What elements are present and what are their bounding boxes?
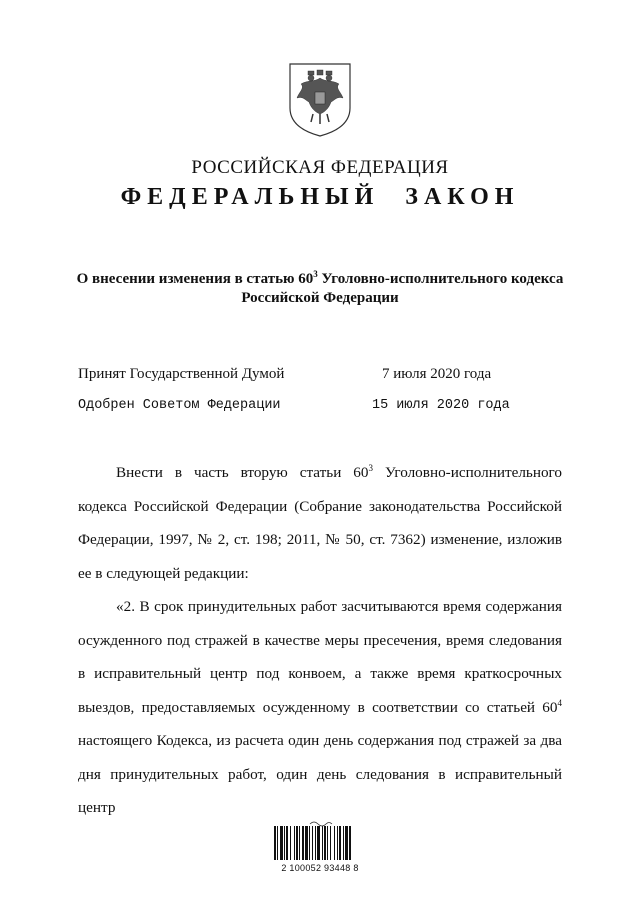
barcode-number: 2 100052 93448 8 — [281, 863, 359, 873]
body-text-span: Внести в часть вторую статьи 60 — [116, 464, 369, 481]
adoption-label: Принят Государственной Думой — [78, 366, 285, 382]
country-name: РОССИЙСКАЯ ФЕДЕРАЦИЯ — [191, 157, 449, 178]
body-text-span: настоящего Кодекса, из расчета один день содержания под стражей за два дня принудительных работ, один день следования в исправительный центр — [78, 732, 562, 816]
body-text-span: Уголовно-исполнительного кодекса Российской Федерации (Собрание законодательства Российской Федерации, 1997, № 2, ст. 198; 2011, № 50, ст. 7362) изменение, изложив ее в следующей редакции: — [78, 464, 562, 582]
adoption-date: 7 июля 2020 года — [382, 366, 492, 382]
law-type-heading: ФЕДЕРАЛЬНЫЙ ЗАКОН — [120, 184, 520, 210]
law-title-part2: Уголовно-исполнительного кодекса Российской Федерации — [241, 271, 564, 306]
law-title — [60, 270, 580, 308]
law-title-part1: О внесении изменения в статью 60 — [76, 271, 314, 287]
body-text-span: «2. В срок принудительных работ засчитываются время содержания осужденного под стражей в качестве меры пресечения, время следования в исправительный центр под конвоем, а также время краткосрочных выездов, предоставляемых осужденному в соответствии со статьей 60 — [78, 598, 562, 716]
body-superscript: 3 — [368, 462, 373, 473]
law-body — [78, 456, 562, 825]
adoption-date: 15 июля 2020 года — [372, 398, 510, 413]
body-paragraph-2 — [78, 590, 562, 825]
coat-of-arms-emblem — [287, 62, 353, 138]
barcode-stripes-icon — [270, 820, 370, 862]
law-title-superscript: 3 — [313, 269, 318, 279]
body-paragraph-1 — [78, 456, 562, 590]
adoption-label: Одобрен Советом Федерации — [78, 398, 281, 413]
double-headed-eagle-icon — [287, 62, 353, 138]
body-superscript: 4 — [557, 697, 562, 708]
